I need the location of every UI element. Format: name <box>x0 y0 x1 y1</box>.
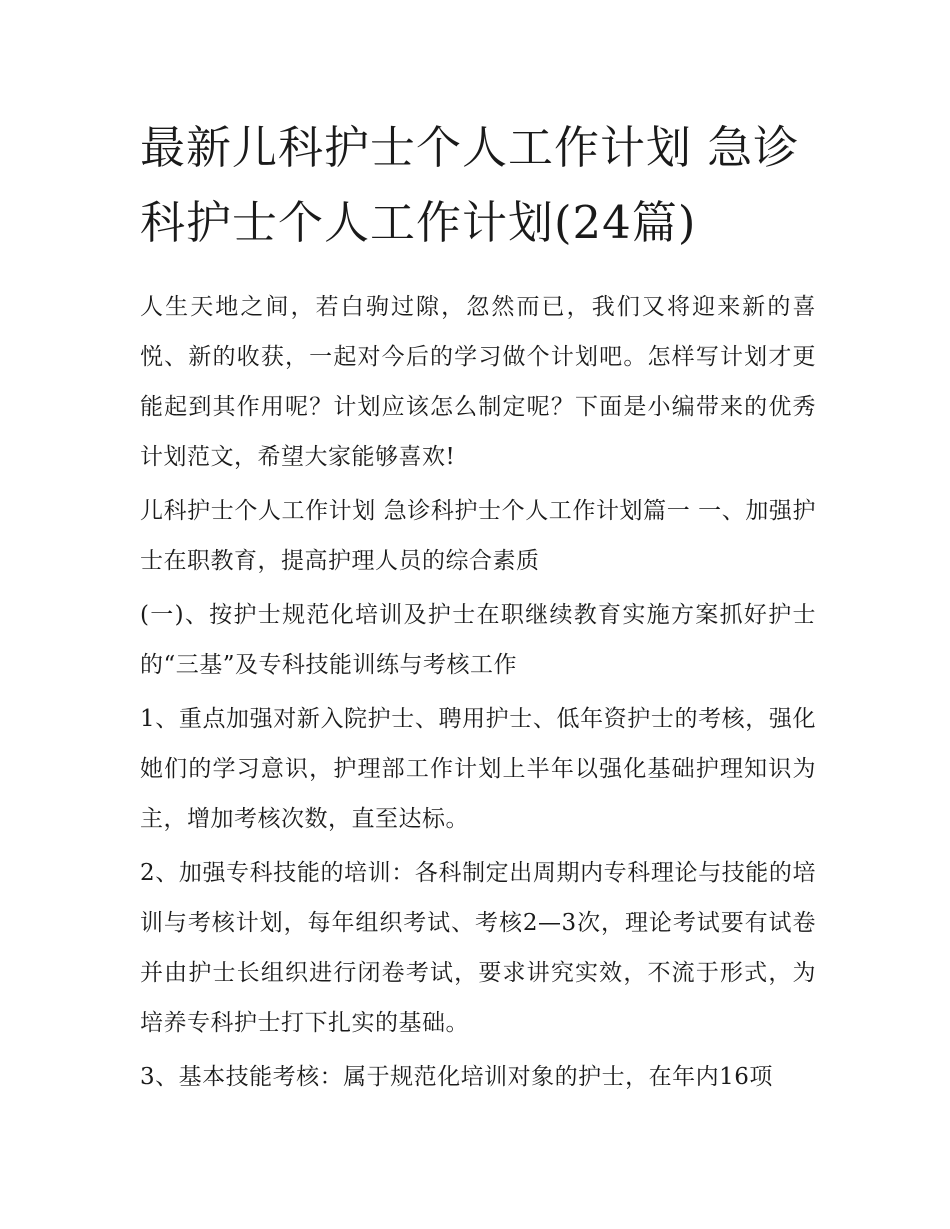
paragraph-item-2: 2、加强专科技能的培训：各科制定出周期内专科理论与技能的培训与考核计划，每年组织考试、考核2—3次，理论考试要有试卷并由护士长组织进行闭卷考试，要求讲究实效，不流于形式，为培养专科护士打下扎实的基础。 <box>140 860 816 1036</box>
paragraph-intro: 人生天地之间，若白驹过隙，忽然而已，我们又将迎来新的喜悦、新的收获，一起对今后的学习做个计划吧。怎样写计划才更能起到其作用呢？计划应该怎么制定呢？下面是小编带来的优秀计划范文，希望大家能够喜欢! <box>140 294 816 470</box>
paragraph-item-1: 1、重点加强对新入院护士、聘用护士、低年资护士的考核，强化她们的学习意识，护理部工作计划上半年以强化基础护理知识为主，增加考核次数，直至达标。 <box>140 706 816 832</box>
document-page <box>140 110 816 1106</box>
paragraph-item-3: 3、基本技能考核：属于规范化培训对象的护士，在年内16项 <box>140 1064 773 1090</box>
paragraph-subsection-heading: (一)、按护士规范化培训及护士在职继续教育实施方案抓好护士的“三基”及专科技能训练与考核工作 <box>140 602 816 678</box>
paragraph-section-heading: 儿科护士个人工作计划 急诊科护士个人工作计划篇一 一、加强护士在职教育，提高护理人员的综合素质 <box>140 498 816 574</box>
document-title: 最新儿科护士个人工作计划 急诊科护士个人工作计划(24篇) <box>140 121 800 249</box>
